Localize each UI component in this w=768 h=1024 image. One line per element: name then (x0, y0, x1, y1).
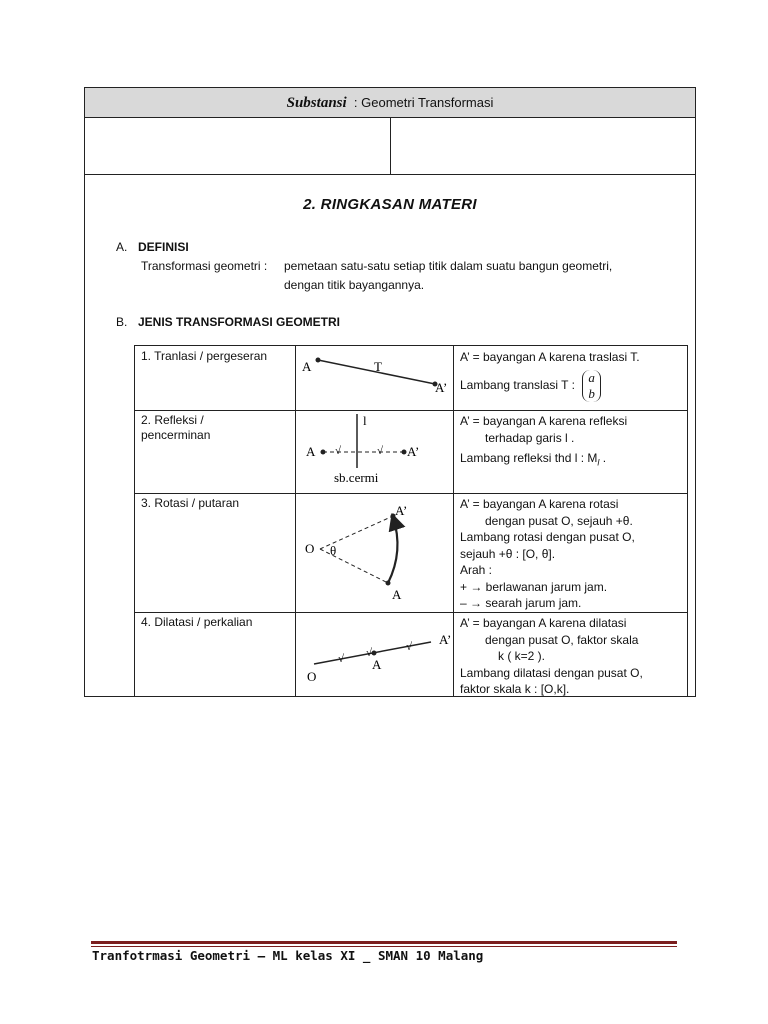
row-refleksi-desc-1: A’ = bayangan A karena refleksi (460, 414, 628, 428)
definisi-heading: DEFINISI (138, 240, 189, 254)
check-mark: √ (366, 647, 373, 659)
row-refleksi-symbol-text: Lambang refleksi thd l : M (460, 451, 598, 465)
definisi-line-1: pemetaan satu-satu setiap titik dalam suatu bangun geometri, (284, 259, 613, 273)
jenis-heading: JENIS TRANSFORMASI GEOMETRI (138, 315, 341, 329)
row-translasi-name: 1. Tranlasi / pergeseran (141, 349, 268, 363)
row-dilatasi-desc-line: faktor skala k : [O,k]. (460, 682, 570, 696)
row-refleksi-desc-2: terhadap garis l . (485, 430, 575, 445)
translation-vector (582, 370, 601, 402)
blank-row (85, 118, 695, 175)
row-translasi-symbol-prefix: Lambang translasi T : (460, 377, 575, 392)
rotasi-figure (296, 493, 453, 612)
substansi-label: Substansi (286, 95, 347, 111)
section-title: 2. RINGKASAN MATERI (303, 196, 477, 213)
row-translasi-desc-line: A’ = bayangan A karena traslasi T. (460, 350, 640, 364)
row-rotasi-name: 3. Rotasi / putaran (141, 496, 240, 510)
definisi-term: Transformasi geometri : (141, 259, 268, 273)
label-a: A (306, 444, 316, 459)
jenis-table (134, 345, 688, 697)
row-rotasi-desc-line: Lambang rotasi dengan pusat O, (460, 530, 635, 544)
label-o: O (305, 541, 315, 556)
row-dilatasi-name: 4. Dilatasi / perkalian (141, 615, 253, 629)
row-dilatasi-desc-line: k ( k=2 ). (498, 649, 546, 663)
dilatasi-figure (296, 612, 453, 698)
label-o: O (307, 669, 317, 684)
row-dilatasi-desc (460, 615, 643, 698)
row-dilatasi-desc-line: Lambang dilatasi dengan pusat O, (460, 665, 643, 680)
label-a: A (302, 359, 312, 374)
label-t: T (374, 359, 382, 374)
label-l: l (363, 413, 367, 428)
row-refleksi-symbol (460, 450, 627, 471)
point-a (372, 651, 377, 656)
vector-a: a (588, 369, 595, 385)
check-mark: √ (377, 445, 384, 457)
row-rotasi-desc-line: Arah : (460, 563, 493, 577)
row-rotasi-desc-line: sejauh +θ : [O, θ]. (460, 546, 556, 561)
header-topic: Geometri Transformasi (361, 95, 494, 110)
row-rotasi-desc-line: – → searah jarum jam. (460, 596, 582, 610)
header-bar (85, 88, 695, 118)
footer-text: Tranfotrmasi Geometri – ML kelas XI _ SMAN 10 Malang (92, 948, 484, 963)
refleksi-figure (296, 410, 453, 493)
row-refleksi-desc (460, 413, 627, 471)
definisi-letter: A. (116, 240, 128, 254)
label-mirror-axis: sb.cermi (334, 470, 379, 485)
row-dilatasi-desc-line: A’ = bayangan A karena dilatasi (460, 616, 627, 630)
header-separator: : (353, 95, 358, 110)
vector-b: b (588, 385, 595, 401)
row-refleksi-name-1: 2. Refleksi / (141, 413, 204, 427)
label-a-prime: A’ (439, 632, 452, 647)
label-a: A (372, 657, 382, 672)
label-theta: θ (330, 543, 337, 558)
jenis-letter: B. (116, 315, 128, 329)
definisi-line-2: dengan titik bayangannya. (284, 278, 425, 292)
table-col-divider (453, 346, 454, 696)
check-mark: √ (406, 641, 413, 653)
label-a-prime: A’ (435, 380, 448, 395)
check-mark: √ (335, 445, 342, 457)
row-refleksi-name (141, 413, 210, 443)
label-a-prime: A’ (395, 503, 408, 518)
row-translasi-symbol (460, 370, 640, 402)
footer-rule (91, 946, 677, 947)
footer-rule (91, 941, 677, 944)
point-a (386, 581, 391, 586)
translasi-figure (296, 346, 453, 410)
point-a (316, 358, 321, 363)
row-translasi-desc (460, 349, 640, 402)
check-mark: √ (338, 653, 345, 665)
row-dilatasi-desc-line: dengan pusat O, faktor skala (485, 632, 639, 647)
row-rotasi-desc-line: A’ = bayangan A karena rotasi (460, 497, 619, 511)
row-refleksi-symbol-sub: l (597, 457, 600, 468)
label-a-prime: A’ (407, 444, 420, 459)
row-rotasi-desc (460, 496, 635, 612)
rotation-arc-arrow (388, 517, 397, 583)
label-a: A (392, 587, 402, 602)
point-a (321, 450, 326, 455)
row-rotasi-desc-line: + → berlawanan jarum jam. (460, 579, 608, 594)
point-a-prime (402, 450, 407, 455)
blank-row-divider (390, 118, 391, 174)
row-refleksi-name-2: pencerminan (141, 428, 211, 442)
row-refleksi-symbol-end: . (599, 451, 607, 465)
row-rotasi-desc-line: dengan pusat O, sejauh +θ. (485, 513, 633, 528)
